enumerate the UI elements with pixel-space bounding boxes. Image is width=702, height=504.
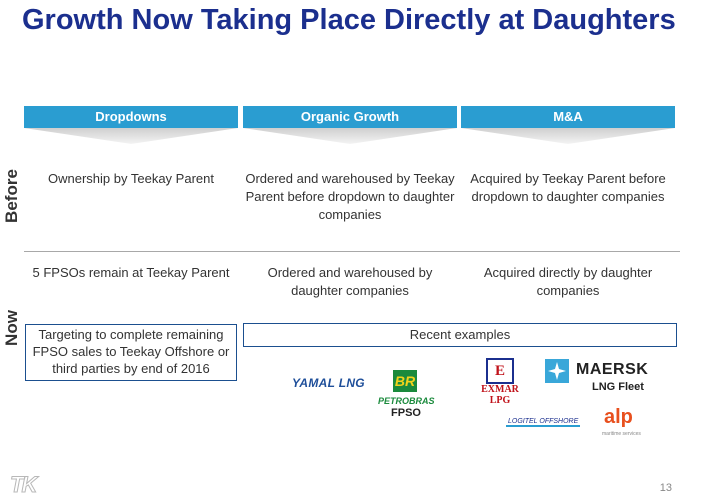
petrobras-br-icon: BR (393, 370, 417, 392)
column-header-organic-growth: Organic Growth (243, 106, 457, 128)
now-m-and-a-cell: Acquired directly by daughter companies (483, 265, 653, 298)
exmar-name: EXMAR (481, 384, 519, 395)
maersk-star-icon (545, 359, 569, 383)
before-m-and-a-cell: Acquired by Teekay Parent before dropdown to daughter companies (470, 171, 666, 204)
petrobras-name: PETROBRAS (378, 396, 435, 406)
column-arrow-dropdowns (24, 128, 238, 144)
page-title: Growth Now Taking Place Directly at Daughters (22, 4, 676, 36)
exmar-flag-icon: E (486, 358, 514, 384)
now-organic-growth-cell: Ordered and warehoused by daughter companies (267, 265, 433, 298)
maersk-caption: LNG Fleet (592, 381, 644, 393)
before-dropdowns-cell: Ownership by Teekay Parent (48, 171, 214, 186)
column-arrow-m-and-a (461, 128, 675, 144)
maersk-name: MAERSK (576, 361, 649, 378)
page-number: 13 (659, 482, 672, 494)
exmar-caption: LPG (489, 395, 511, 406)
row-label-now: Now (2, 310, 21, 346)
column-header-m-and-a: M&A (461, 106, 675, 128)
recent-examples-box: Recent examples (243, 323, 677, 347)
target-box: Targeting to complete remaining FPSO sales to Teekay Offshore or third parties by end of 2016 (25, 324, 237, 381)
row-divider (24, 251, 680, 252)
logitel-offshore-logo: LOGITEL OFFSHORE (508, 418, 579, 425)
now-dropdowns-cell: 5 FPSOs remain at Teekay Parent (32, 265, 230, 280)
petrobras-caption: FPSO (391, 407, 421, 419)
before-organic-growth-cell: Ordered and warehoused by Teekay Parent before dropdown to daughter companies (245, 171, 455, 222)
yamal-lng-logo: YAMAL LNG (292, 376, 365, 390)
alp-tagline: maritime services (602, 431, 641, 437)
alp-logo: alp (604, 406, 633, 428)
teekay-logo: TK (10, 472, 36, 497)
column-arrow-organic-growth (243, 128, 457, 144)
column-header-dropdowns: Dropdowns (24, 106, 238, 128)
row-label-before: Before (2, 169, 21, 223)
